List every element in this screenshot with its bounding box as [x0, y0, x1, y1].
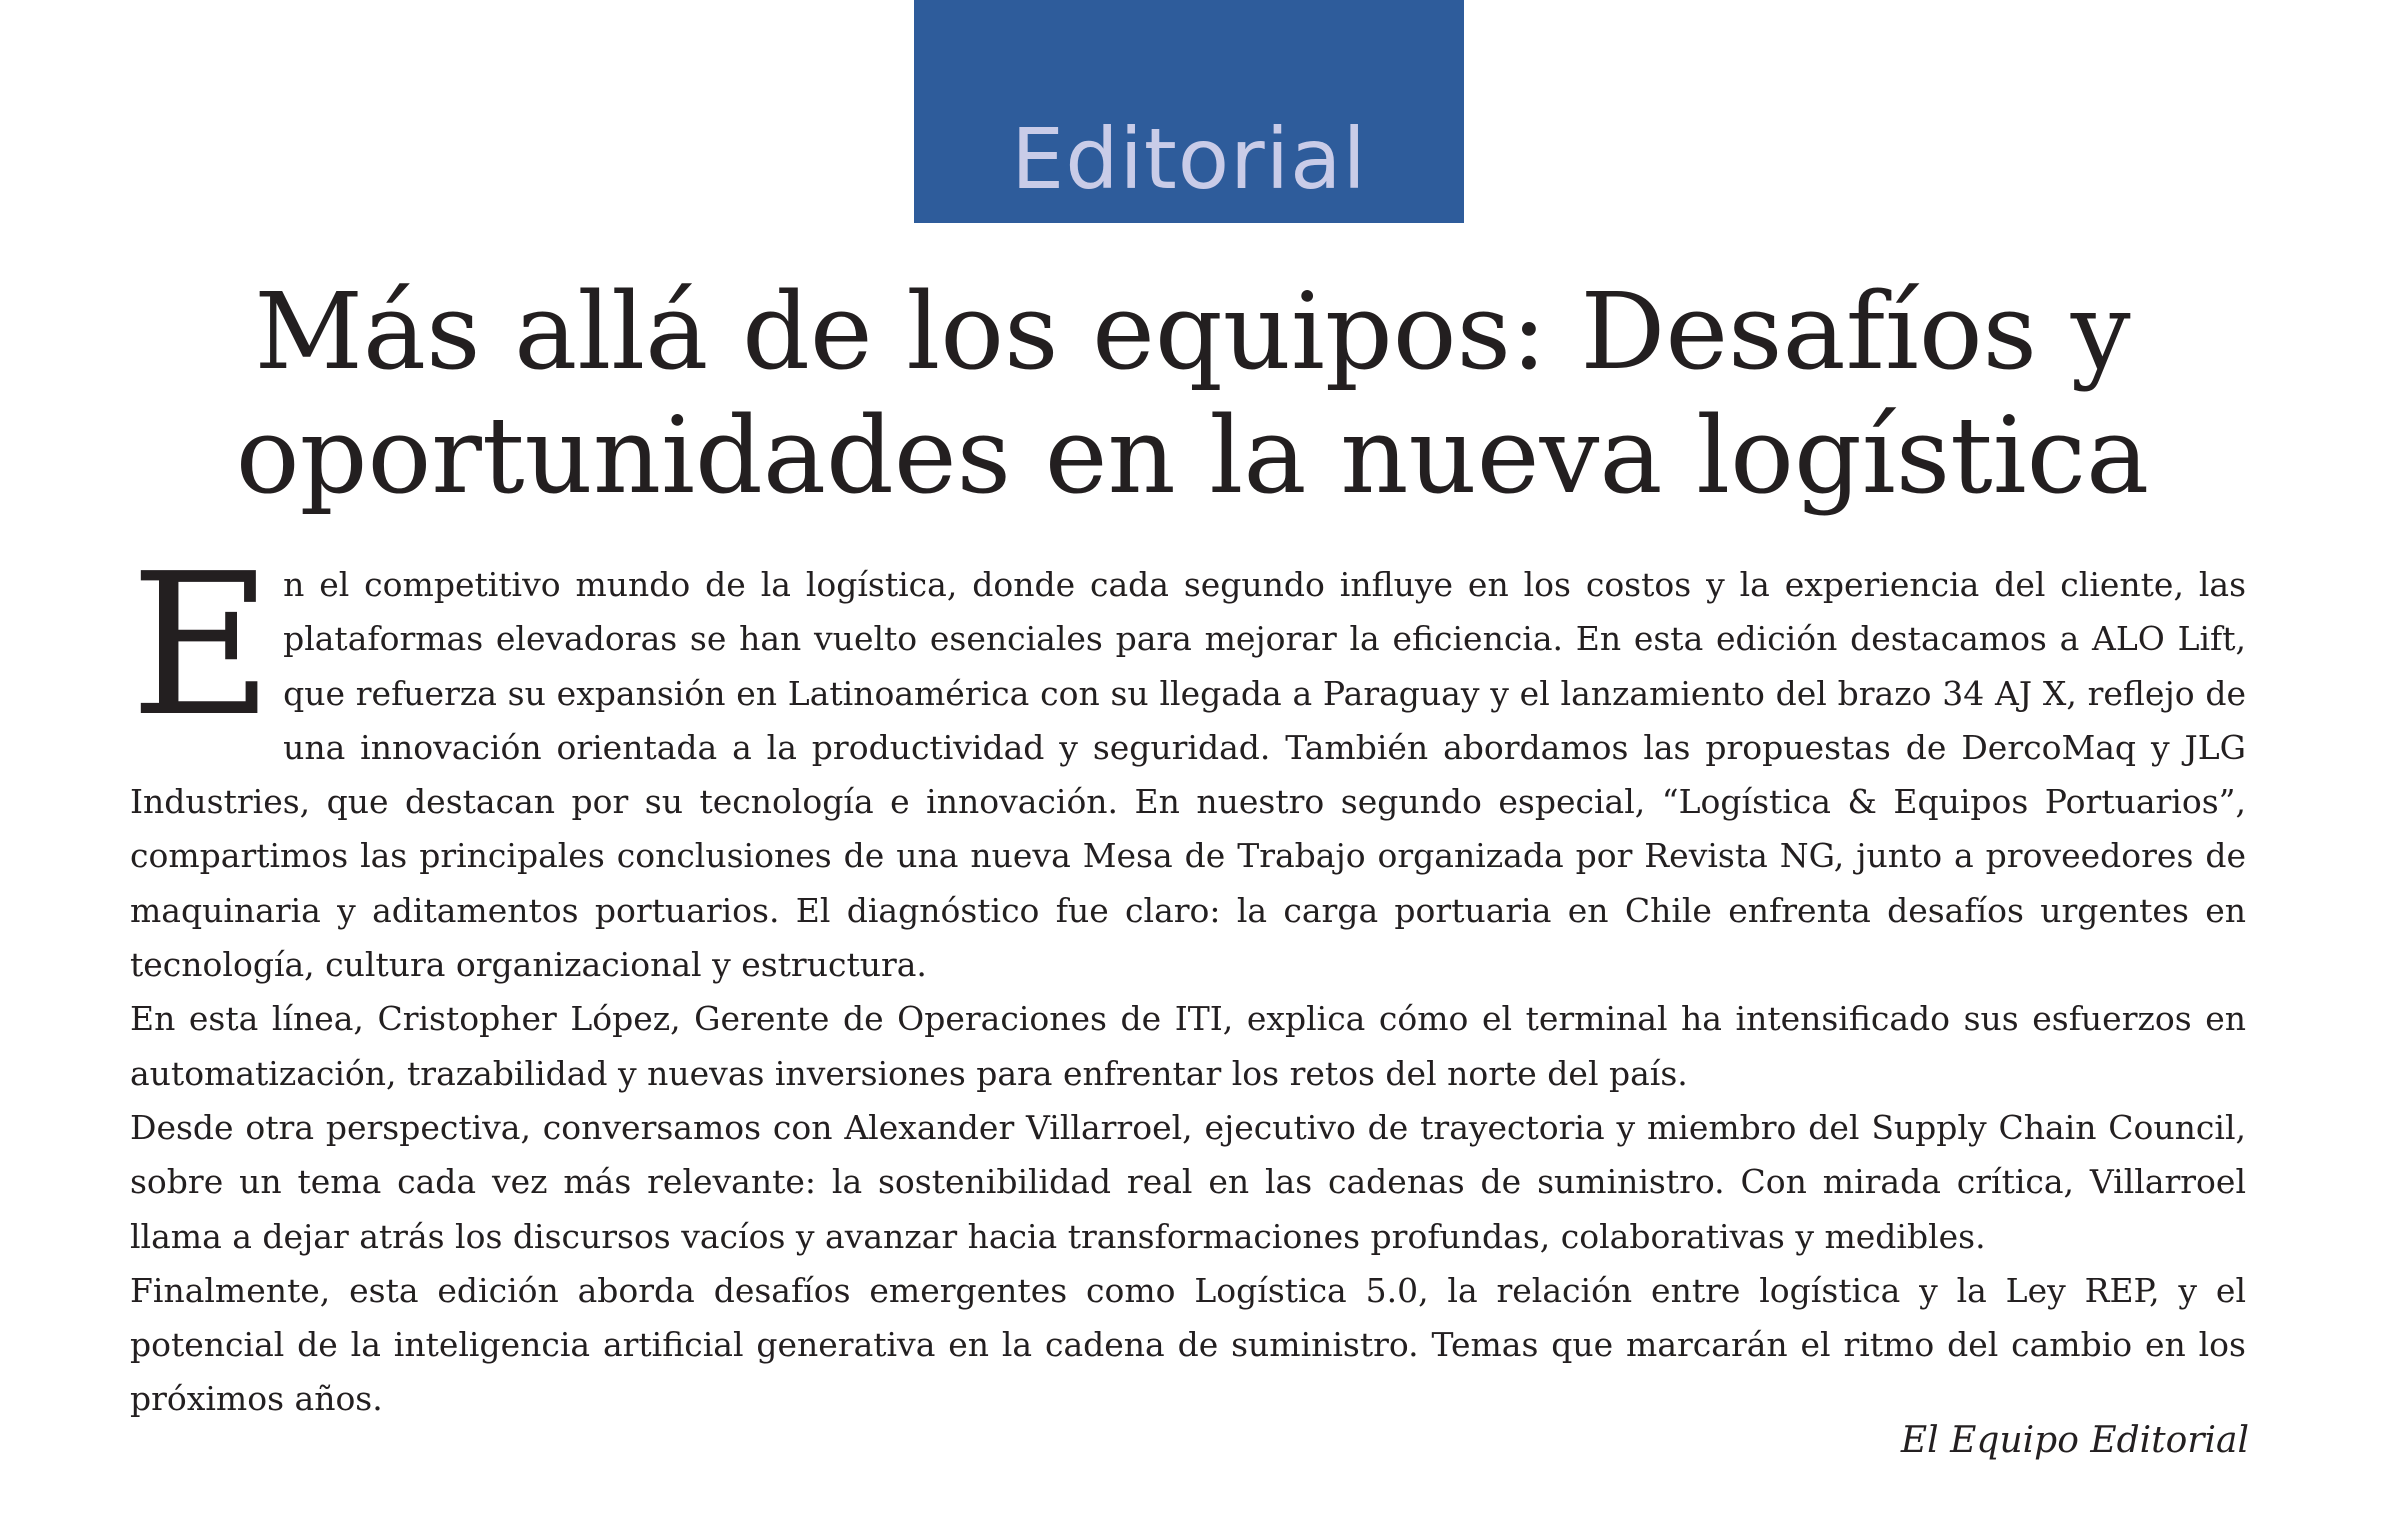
signature: El Equipo Editorial	[1900, 1420, 2249, 1461]
paragraph-1	[130, 532, 2246, 992]
section-tab	[914, 0, 1464, 223]
paragraph-2: En esta línea, Cristopher López, Gerente de Operaciones de ITI, explica cómo el terminal ha intensificado sus esfuerzos en automatización, trazabilidad y nuevas inversiones para enfrentar los retos del norte del país.	[130, 999, 2246, 1093]
drop-cap: E	[130, 532, 274, 760]
paragraph-4: Finalmente, esta edición aborda desafíos emergentes como Logística 5.0, la relación entre logística y la Ley REP, y el potencial de la inteligencia artificial generativa en la cadena de suministro. Temas que marcarán el ritmo del cambio en los próximos años.	[130, 1270, 2246, 1419]
paragraph-3: Desde otra perspectiva, conversamos con Alexander Villarroel, ejecutivo de trayectoria y miembro del Supply Chain Council, sobre un tema cada vez más relevante: la sostenibilidad real en las cadenas de suministro. Con mirada crítica, Villarroel llama a dejar atrás los discursos vacíos y avanzar hacia transformaciones profundas, colaborativas y medibles.	[130, 1107, 2246, 1256]
section-label: Editorial	[1011, 110, 1367, 208]
article-body	[130, 532, 2246, 1427]
article-headline: Más allá de los equipos: Desafíos y oportunidades en la nueva logística	[235, 270, 2150, 517]
paragraph-1-text: n el competitivo mundo de la logística, donde cada segundo influye en los costos y la experiencia del cliente, las plataformas elevadoras se han vuelto esenciales para mejorar la eficiencia. En esta edición destacamos a ALO Lift, que refuerza su expansión en Latinoamérica con su llegada a Paraguay y el lanzamiento del brazo 34 AJ X, reflejo de una innovación orientada a la productividad y seguridad. También abordamos las propuestas de DercoMaq y JLG Industries, que destacan por su tecnología e innovación. En nuestro segundo especial, “Logística & Equipos Portuarios”, compartimos las principales conclusiones de una nueva Mesa de Trabajo organizada por Revista NG, junto a proveedores de maquinaria y aditamentos portuarios. El diagnóstico fue claro: la carga portuaria en Chile enfrenta desafíos urgentes en tecnología, cultura organizacional y estructura.	[130, 565, 2246, 985]
